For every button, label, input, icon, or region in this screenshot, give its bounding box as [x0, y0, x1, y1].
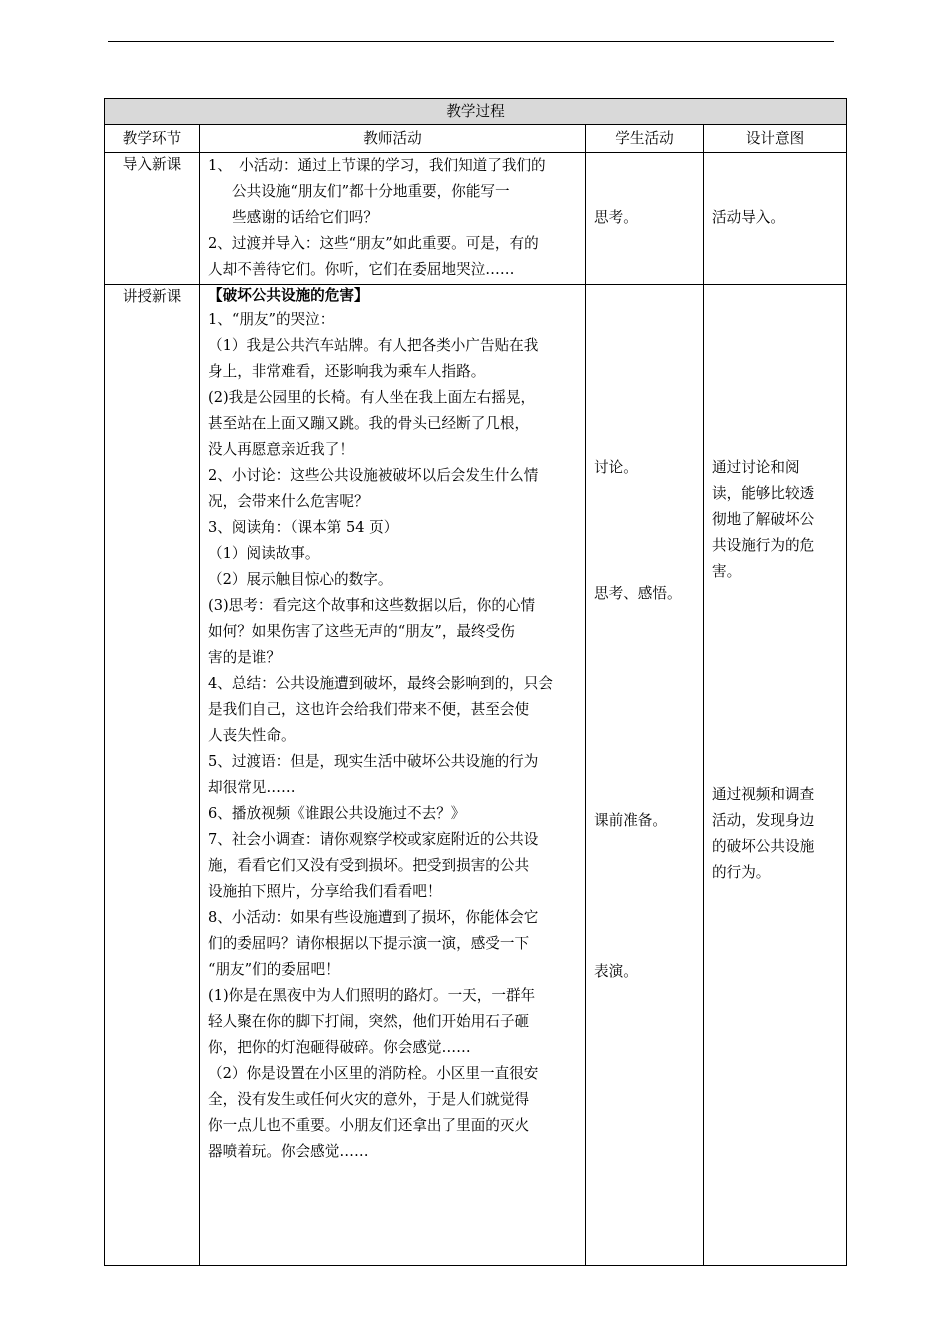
text-line: （1）我是公共汽车站牌。有人把各类小广告贴在我 [208, 337, 539, 354]
table-row-intro [105, 153, 847, 285]
intent-block-harm [712, 455, 838, 585]
teacher-activity-main [200, 285, 586, 1266]
text-line: 4、总结：公共设施遭到破坏，最终会影响到的，只会 [208, 675, 553, 692]
header-stage: 教学环节 [105, 125, 200, 153]
text-line: 如何？如果伤害了这些无声的“朋友”，最终受伤 [208, 623, 515, 640]
text-line: 们的委屈吗？请你根据以下提示演一演，感受一下 [208, 935, 530, 952]
intent-line: 害。 [712, 563, 742, 580]
text-line: 5、过渡语：但是，现实生活中破坏公共设施的行为 [208, 753, 539, 770]
table-title: 教学过程 [105, 99, 847, 125]
text-line: 况，会带来什么危害呢？ [208, 493, 369, 510]
text-line: 却很常见…… [208, 779, 296, 796]
text-line: 设施拍下照片，分享给我们看看吧！ [208, 883, 442, 900]
text-line: 7、社会小调查：请你观察学校或家庭附近的公共设 [208, 831, 539, 848]
text-line: (2)我是公园里的长椅。有人坐在我上面左右摇晃， [208, 389, 536, 406]
student-text: 思考。 [594, 209, 638, 226]
stage-main: 讲授新课 [105, 285, 200, 1266]
text-line: 8、小活动：如果有些设施遭到了损坏，你能体会它 [208, 909, 539, 926]
text-line: “朋友”们的委屈吧！ [208, 961, 340, 978]
text-line: 害的是谁？ [208, 649, 281, 666]
intent-line: 通过视频和调查 [712, 786, 815, 803]
text-line: 身上，非常难看，还影响我为乘车人指路。 [208, 363, 486, 380]
text-line: 公共设施“朋友们”都十分地重要，你能写一 [232, 183, 510, 200]
intent-line: 共设施行为的危 [712, 537, 815, 554]
text-line: 施，看看它们又没有受到损坏。把受到损害的公共 [208, 857, 530, 874]
student-text-prepare: 课前准备。 [594, 812, 667, 829]
intent-text: 活动导入。 [712, 209, 785, 226]
text-line: 轻人聚在你的脚下打闹，突然，他们开始用石子砸 [208, 1013, 530, 1030]
text-line: 2、小讨论：这些公共设施被破坏以后会发生什么情 [208, 467, 539, 484]
text-line: (3)思考：看完这个故事和这些数据以后，你的心情 [208, 597, 536, 614]
student-activity-main [586, 285, 704, 1266]
text-line: （2）你是设置在小区里的消防栓。小区里一直很安 [208, 1065, 539, 1082]
intent-block-survey [712, 782, 838, 886]
text-line: 是我们自己，这也许会给我们带来不便，甚至会使 [208, 701, 530, 718]
page-header-rule [108, 41, 834, 42]
text-line: 你一点儿也不重要。小朋友们还拿出了里面的灭火 [208, 1117, 530, 1134]
student-text-discuss: 讨论。 [594, 459, 638, 476]
teaching-process-table [104, 98, 847, 1266]
text-line: (1)你是在黑夜中为人们照明的路灯。一天，一群年 [208, 987, 536, 1004]
text-line: （2）展示触目惊心的数字。 [208, 571, 393, 588]
text-line: （1）阅读故事。 [208, 545, 320, 562]
text-line: 3、阅读角：（课本第 54 页） [208, 519, 399, 536]
stage-intro: 导入新课 [105, 153, 200, 285]
table-row-main [105, 285, 847, 1266]
section-heading: 【破坏公共设施的危害】 [208, 287, 369, 304]
intent-line: 的破坏公共设施 [712, 838, 815, 855]
text-line: 1、“朋友”的哭泣： [208, 311, 335, 328]
teacher-activity-intro [200, 153, 586, 285]
text-line: 1、 小活动：通过上节课的学习，我们知道了我们的 [208, 157, 546, 174]
text-line: 6、播放视频《谁跟公共设施过不去？》 [208, 805, 466, 822]
header-teacher-activity: 教师活动 [200, 125, 586, 153]
intent-line: 活动，发现身边 [712, 812, 815, 829]
text-line: 你，把你的灯泡砸得破碎。你会感觉…… [208, 1039, 471, 1056]
design-intent-intro [704, 153, 847, 285]
student-text-perform: 表演。 [594, 963, 638, 980]
intent-line: 彻地了解破坏公 [712, 511, 815, 528]
header-student-activity: 学生活动 [586, 125, 704, 153]
text-line: 2、过渡并导入：这些“朋友”如此重要。可是，有的 [208, 235, 539, 252]
intent-line: 通过讨论和阅 [712, 459, 800, 476]
student-text-reflect: 思考、感悟。 [594, 585, 682, 602]
design-intent-main [704, 285, 847, 1266]
intent-line: 读，能够比较透 [712, 485, 815, 502]
text-line: 人却不善待它们。你听，它们在委屈地哭泣…… [208, 261, 515, 278]
text-line: 全，没有发生或任何火灾的意外，于是人们就觉得 [208, 1091, 530, 1108]
header-design-intent: 设计意图 [704, 125, 847, 153]
text-line: 器喷着玩。你会感觉…… [208, 1143, 369, 1160]
text-line: 甚至站在上面又蹦又跳。我的骨头已经断了几根， [208, 415, 530, 432]
text-line: 没人再愿意亲近我了！ [208, 441, 354, 458]
text-line: 些感谢的话给它们吗？ [232, 209, 378, 226]
student-activity-intro [586, 153, 704, 285]
intent-line: 的行为。 [712, 864, 771, 881]
text-line: 人丧失性命。 [208, 727, 296, 744]
